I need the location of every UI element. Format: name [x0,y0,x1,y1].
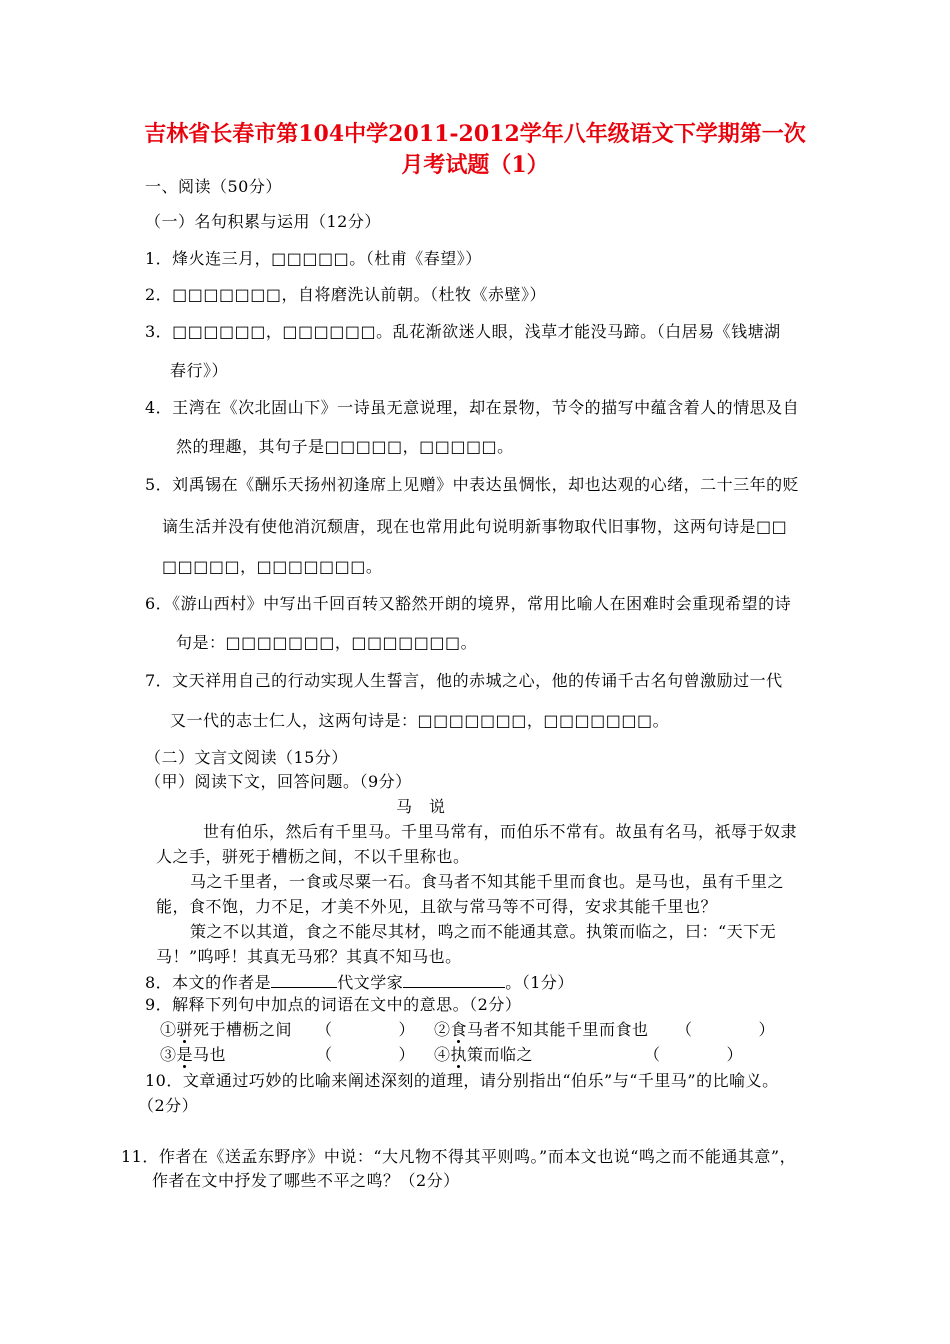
answer-blank-author[interactable] [403,971,505,988]
question-11-line-1: 11．作者在《送孟东野序》中说：“大凡物不得其平则鸣。”而本文也说“鸣之而不能通其意”， [121,1147,797,1166]
question-5-line-1: 5．刘禹锡在《酬乐天扬州初逢席上见赠》中表达虽惆怅，却也达观的心绪，二十三年的贬 [145,475,800,494]
question-2: 2．□□□□□□□，自将磨洗认前朝。（杜牧《赤壁》） [145,285,547,304]
essay-paragraph-3-line-2: 马！”呜呼！其真无马邪？其真不知马也。 [156,947,462,966]
question-9: 9．解释下列句中加点的词语在文中的意思。（2分） [145,995,522,1014]
part-heading: （二）文言文阅读（15分） [145,748,348,767]
question-5-line-3: □□□□□，□□□□□□□。 [162,557,383,576]
question-3-line-2: 春行》） [170,361,229,380]
subpart-heading: （甲）阅读下文，回答问题。（9分） [145,772,412,791]
question-10-line-2: （2分） [138,1096,199,1115]
item-text: 策而临之 [467,1045,534,1064]
section-heading: 一、阅读（50分） [145,177,282,196]
essay-title: 马 说 [396,797,446,816]
part-heading: （一）名句积累与运用（12分） [145,212,381,231]
question-5-line-2: 谪生活并没有使他消沉颓唐，现在也常用此句说明新事物取代旧事物，这两句诗是□□ [162,517,788,536]
dotted-word: 食 [450,1020,468,1039]
item-text: 马者不知其能千里而食也 [467,1020,649,1039]
question-9-item-1 [160,1020,292,1040]
question-4-line-2: 然的理趣，其句子是□□□□□，□□□□□。 [176,437,514,456]
essay-paragraph-3-line-1: 策之不以其道，食之不能尽其材，鸣之而不能通其意。执策而临之，曰：“天下无 [190,922,777,941]
item-number: ④ [434,1045,451,1064]
dotted-word: 执 [450,1045,468,1064]
question-8-text-a: 8．本文的作者是 [145,973,272,992]
question-9-item-2 [434,1020,649,1040]
question-1: 1．烽火连三月，□□□□□。（杜甫《春望》） [145,249,482,268]
item-number: ③ [160,1045,177,1064]
essay-paragraph-1-line-2: 人之手，骈死于槽枥之间，不以千里称也。 [156,847,470,866]
question-8-text-c: 。（1分） [505,973,574,992]
question-4-line-1: 4．王湾在《次北固山下》一诗虽无意说理，却在景物，节令的描写中蕴含着人的情思及自 [145,398,800,417]
answer-paren-4[interactable]: （ ） [644,1045,744,1064]
answer-paren-1[interactable]: （ ） [316,1020,416,1039]
question-9-item-4 [434,1045,533,1065]
question-6-line-1: 6．《游山西村》中写出千回百转又豁然开朗的境界，常用比喻人在困难时会重现希望的诗 [145,594,792,613]
essay-paragraph-2-line-2: 能，食不饱，力不足，才美不外见，且欲与常马等不可得，安求其能千里也？ [156,897,718,916]
question-9-item-3 [160,1045,226,1065]
dotted-word: 是 [176,1045,194,1064]
answer-paren-3[interactable]: （ ） [316,1045,416,1064]
item-text: 马也 [193,1045,227,1064]
answer-blank-dynasty[interactable] [271,971,337,988]
question-11-line-2: 作者在文中抒发了哪些不平之鸣？（2分） [152,1171,460,1190]
essay-paragraph-2-line-1: 马之千里者，一食或尽粟一石。食马者不知其能千里而食也。是马也，虽有千里之 [190,872,785,891]
essay-paragraph-1-line-1: 世有伯乐，然后有千里马。千里马常有，而伯乐不常有。故虽有名马，祇辱于奴隶 [203,822,798,841]
dotted-word: 骈 [176,1020,194,1039]
page-title-line-2: 月考试题（1） [401,152,549,178]
question-6-line-2: 句是：□□□□□□□，□□□□□□□。 [176,633,478,652]
question-3-line-1: 3．□□□□□□，□□□□□□。乱花渐欲迷人眼，浅草才能没马蹄。（白居易《钱塘湖 [145,322,781,341]
question-8 [145,971,574,993]
item-number: ② [434,1020,451,1039]
page-title-line-1: 吉林省长春市第104中学2011-2012学年八年级语文下学期第一次 [144,121,806,147]
item-text: 死于槽枥之间 [193,1020,293,1039]
answer-paren-2[interactable]: （ ） [676,1020,776,1039]
question-7-line-2: 又一代的志士仁人，这两句诗是：□□□□□□□，□□□□□□□。 [170,711,670,730]
question-7-line-1: 7．文天祥用自己的行动实现人生誓言，他的赤城之心，他的传诵千古名句曾激励过一代 [145,671,783,690]
item-number: ① [160,1020,177,1039]
question-8-text-b: 代文学家 [337,973,404,992]
question-10-line-1: 10．文章通过巧妙的比喻来阐述深刻的道理，请分别指出“伯乐”与“千里马”的比喻义。 [145,1071,779,1090]
